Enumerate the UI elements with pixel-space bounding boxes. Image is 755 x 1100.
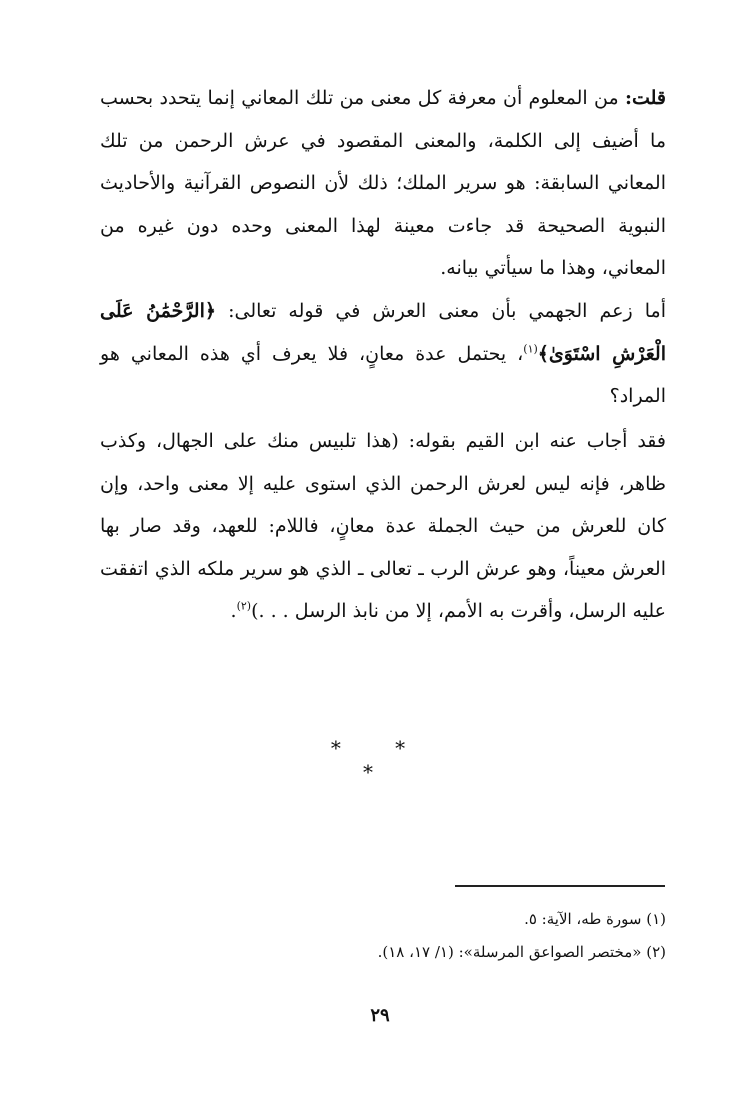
paragraph-2 [100, 290, 666, 418]
paragraph-3-end: . [230, 600, 237, 623]
section-separator: * * * [330, 736, 430, 784]
footnote-ref-2: (٢) [236, 600, 252, 614]
page-number: ٢٩ [370, 1005, 390, 1026]
paragraph-1 [100, 77, 666, 290]
footnotes [100, 903, 666, 969]
paragraph-3 [100, 420, 666, 633]
footnote-ref-1: (١) [523, 342, 538, 356]
footnote-divider [455, 885, 665, 887]
paragraph-3-text: فقد أجاب عنه ابن القيم بقوله: (هذا تلبيس منك على الجهال، وكذب ظاهر، فإنه ليس لعرش الرحمن الذي استوى عليه إلا معنى واحد، وإن كان للعرش من حيث الجملة عدة معانٍ، فاللام: للعهد، وقد صار بها العرش معيناً، وهو عرش الرب ـ تعالى ـ الذي هو سرير ملكه الذي اتفقت عليه الرسل، وأقرت به الأمم، إلا من نابذ الرسل . . .) [100, 430, 666, 623]
paragraph-1-text: من المعلوم أن معرفة كل معنى من تلك المعاني إنما يتحدد بحسب ما أضيف إلى الكلمة، والمعنى المقصود في عرش الرحمن من تلك المعاني السابقة: هو سرير الملك؛ ذلك لأن النصوص القرآنية والأحاديث النبوية الصحيحة قد جاءت معينة لهذا المعنى وحده دون غيره من المعاني، وهذا ما سيأتي بيانه. [100, 87, 666, 280]
paragraph-2-after: ، يحتمل عدة معانٍ، فلا يعرف أي هذه المعاني هو المراد؟ [100, 342, 666, 408]
footnote-2: (٢) «مختصر الصواعق المرسلة»: (١/ ١٧، ١٨). [377, 943, 666, 961]
footnote-1: (١) سورة طه، الآية: ٥. [524, 910, 666, 928]
paragraph-2-before: أما زعم الجهمي بأن معنى العرش في قوله تعالى: [216, 300, 666, 322]
quran-verse: ﴿الرَّحْمَٰنُ عَلَى الْعَرْشِ اسْتَوَىٰ﴾ [100, 300, 667, 365]
paragraph-1-lead: قلت: [624, 87, 666, 109]
